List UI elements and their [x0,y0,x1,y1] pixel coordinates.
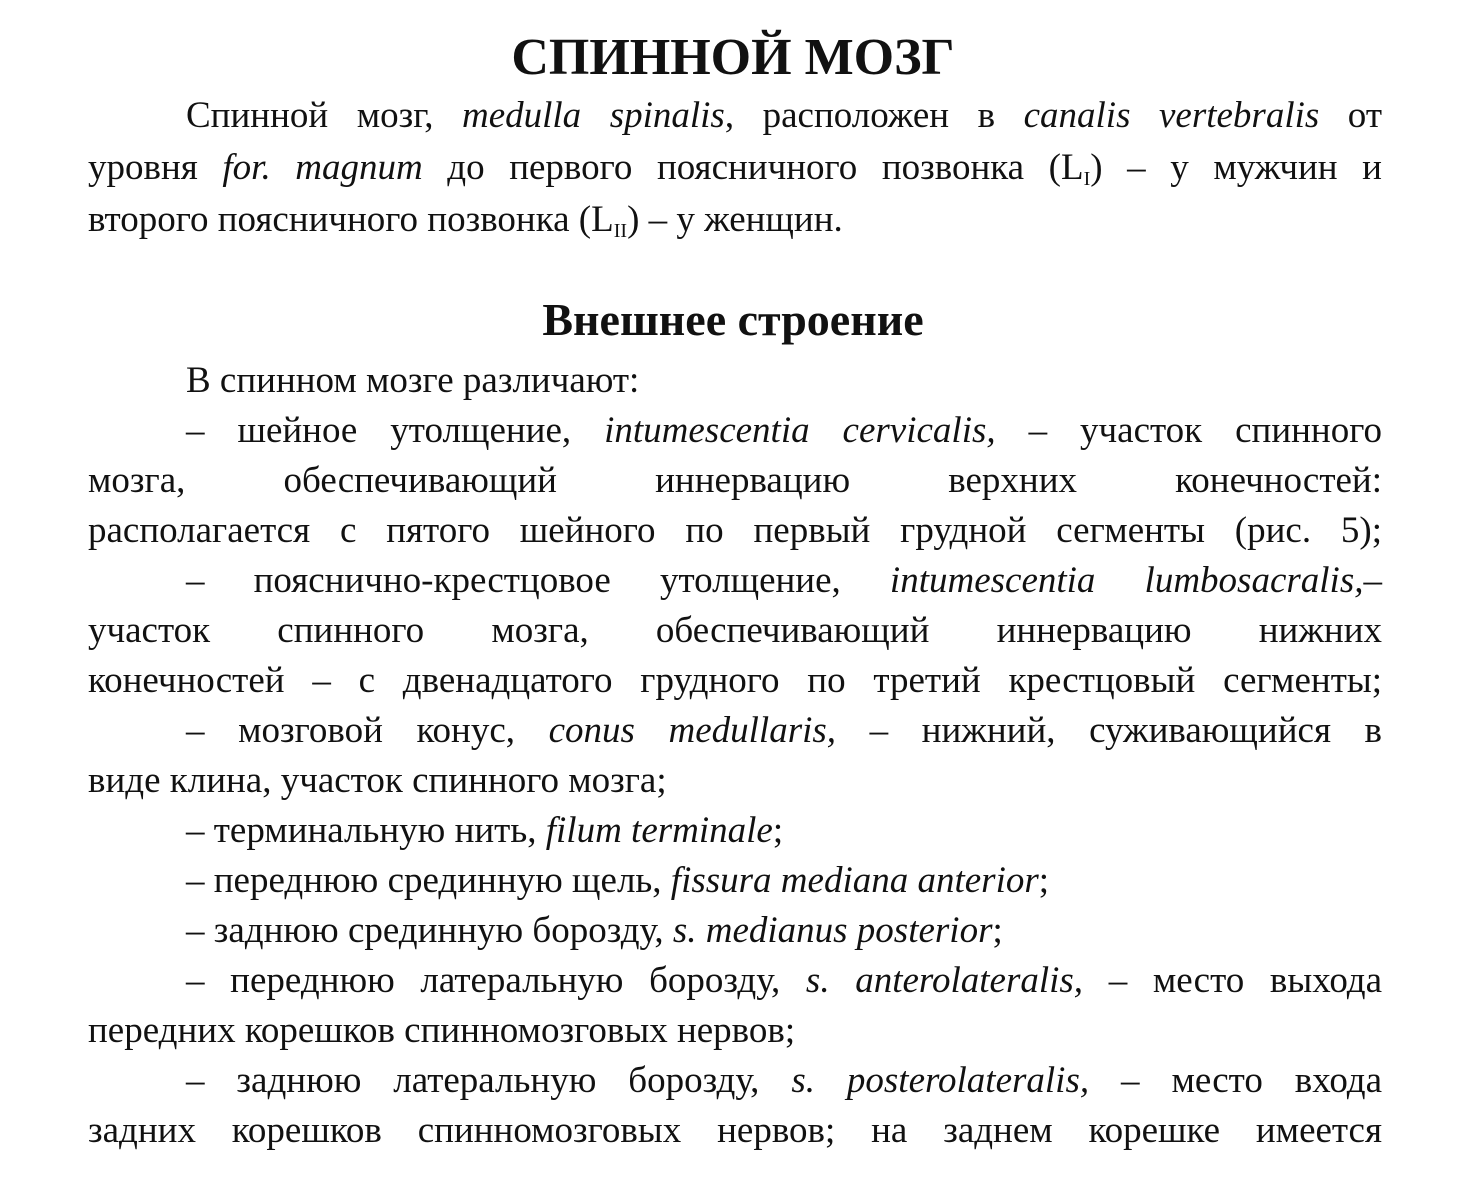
intro-line-3 [88,194,1382,246]
body-line-11 [186,855,1382,907]
body-text: – [1363,560,1382,601]
page-title: СПИННОЙ МОЗГ [511,29,955,86]
body-text: ; [772,810,784,851]
latin-term: intumescentia cervicalis, [604,410,996,451]
latin-term: s. medianus posterior [672,910,993,951]
intro-text: Спинной мозг, [186,95,462,136]
latin-term: intumescentia lumbosacralis, [889,560,1364,601]
body-line-7: конечностей – с двенадцатого грудного по третий крестцовый сегменты; [88,660,1382,701]
intro-text: уровня [88,147,223,188]
latin-term: s. posterolateralis, [791,1060,1090,1101]
body-text: – шейное утолщение, [186,410,605,451]
intro-text: ) – у женщин. [627,199,843,240]
body-text: – место выхода [1083,960,1383,1001]
intro-line-1 [186,90,1382,142]
latin-term: conus medullaris, [548,710,837,751]
body-text: – место входа [1089,1060,1382,1101]
body-text: – участок спинного [995,410,1382,451]
body-line-15 [186,1055,1382,1107]
intro-text: второго поясничного позвонка (L [88,199,614,240]
body-line-2 [186,405,1382,457]
latin-term: for. magnum [222,147,423,188]
body-line-4: располагается с пятого шейного по первый грудной сегменты (рис. 5); [88,510,1382,551]
body-text: – пояснично-крестцовое утолщение, [186,560,890,601]
latin-term: medulla spinalis [461,95,725,136]
body-text: – мозговой конус, [186,710,549,751]
body-line-1: В спинном мозге различают: [186,360,640,401]
intro-text: до первого поясничного позвонка (L [422,147,1084,188]
body-line-5 [186,555,1382,607]
intro-text: от [1319,95,1382,136]
body-text: ; [1038,860,1050,901]
body-text: – заднюю латеральную борозду, [186,1060,792,1101]
latin-term: fissura mediana anterior [670,860,1039,901]
body-line-3: мозга, обеспечивающий иннервацию верхних конечностей: [88,460,1382,501]
section-heading: Внешнее строение [542,294,924,345]
latin-term: filum terminale [545,810,773,851]
latin-term: canalis vertebralis [1023,95,1320,136]
body-text: – переднюю срединную щель, [186,860,671,901]
vertebra-subscript: II [613,220,628,242]
intro-line-2 [88,142,1382,194]
body-line-13 [186,955,1382,1007]
body-text: – заднюю срединную борозду, [186,910,673,951]
intro-text: , расположен в [724,95,1024,136]
body-text: – переднюю латеральную борозду, [186,960,806,1001]
intro-text: ) – у мужчин и [1090,147,1382,188]
body-line-8 [186,705,1382,757]
body-line-10 [186,805,1382,857]
body-text: – терминальную нить, [186,810,546,851]
vertebra-subscript: I [1083,168,1091,190]
body-line-9: виде клина, участок спинного мозга; [88,760,667,801]
body-line-16: задних корешков спинномозговых нервов; на заднем корешке имеется [88,1110,1382,1151]
body-line-14: передних корешков спинномозговых нервов; [88,1010,796,1051]
body-line-6: участок спинного мозга, обеспечивающий иннервацию нижних [88,610,1382,651]
body-text: ; [992,910,1003,951]
body-line-12 [186,905,1382,957]
body-text: – нижний, суживающийся в [836,710,1382,751]
latin-term: s. anterolateralis, [805,960,1084,1001]
